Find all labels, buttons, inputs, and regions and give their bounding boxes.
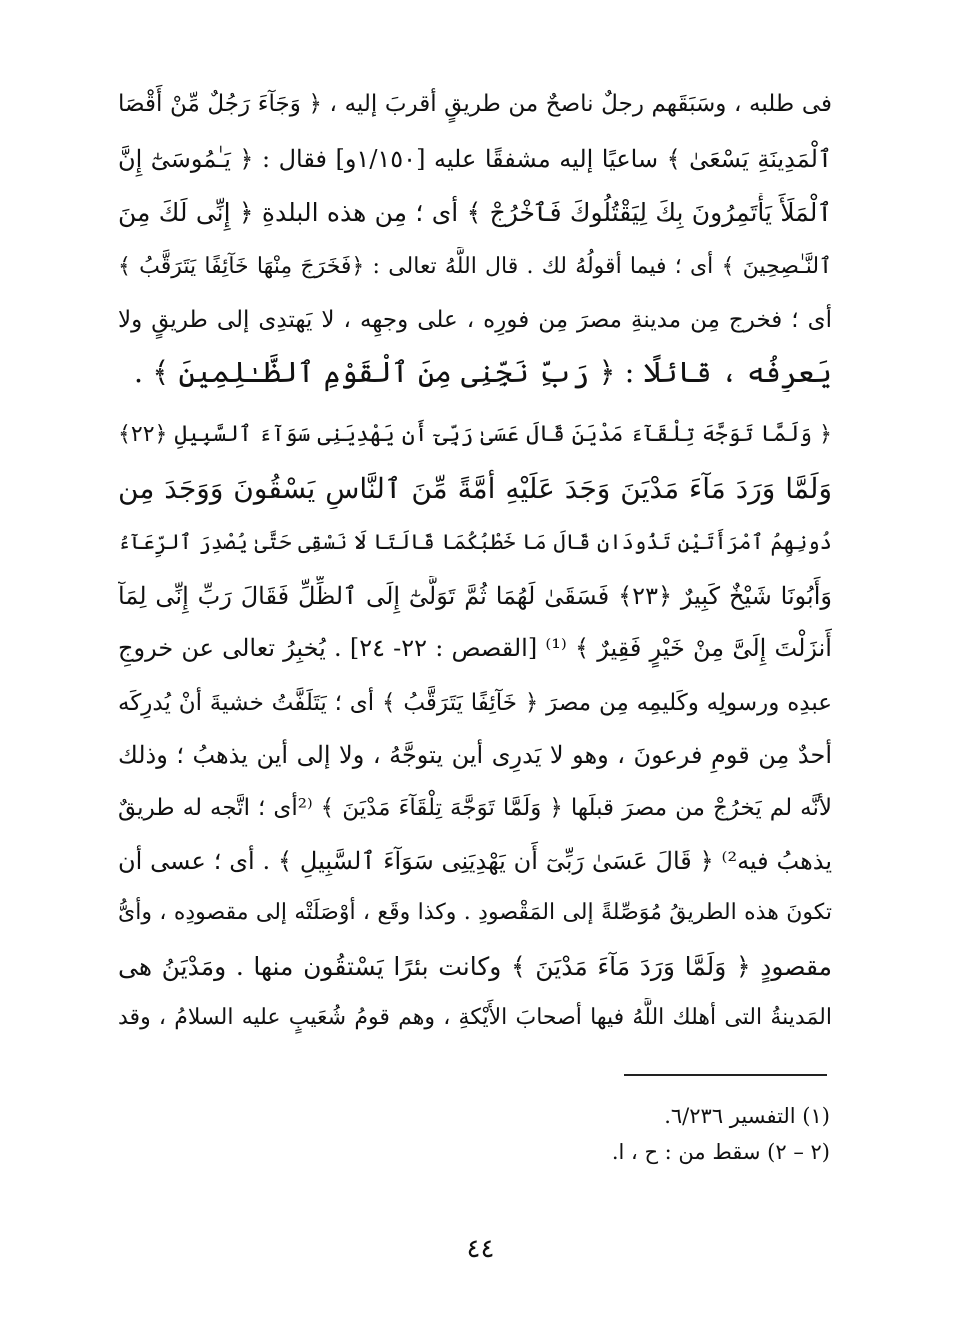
footnote-2: (٢ – ٢) سقط من : ح ، ا. xyxy=(611,1140,830,1164)
body-line-13: أحدٌ مِن قومِ فرعونَ ، وهو لا يَدرِى أين يتوجَّهُ ، ولا إلى أين يذهبُ ؛ وذلك xyxy=(118,741,832,769)
body-line-3: ٱلْمَلَأَ يَأْتَمِرُونَ بِكَ لِيَقْتُلُوكَ فَٱخْرُجْ ﴾ أى ؛ مِن هذه البلدةِ ﴿ إِنِّى لَكَ مِنَ xyxy=(118,198,832,227)
body-line-6: يَعرِفُه ، قائلًا : ﴿ رَبِّ نَجِّنِى مِنَ ٱلْقَوْمِ ٱلظَّـٰلِمِينَ ﴾ . xyxy=(133,355,832,389)
quran-line-4: وَأَبُونَا شَيْخٌ كَبِيرٌ ﴿٢٣﴾ فَسَقَىٰ لَهُمَا ثُمَّ تَوَلَّىٰٓ إِلَى ٱلظِّلِّ فَقَالَ رَبِّ إِنِّى لِمَآ xyxy=(118,582,832,610)
body-line-16: تكونَ هذه الطريقُ مُوَصِّلةً إلى المَقْصودِ . وكذا وقَع ، أوْصَلَتْه إلى مقصودِه ، وأىُّ xyxy=(118,900,832,925)
body-line-1: فى طلبه ، وسَبَقَهم رجلٌ ناصحٌ من طريقٍ أقربَ إليه ، ﴿ وَجَآءَ رَجُلٌ مِّنْ أَقْصَا xyxy=(118,91,832,117)
footnote-1: (١) التفسير ٦/٢٣٦. xyxy=(664,1104,830,1128)
body-line-4: ٱلنَّـٰصِحِينَ ﴾ أى ؛ فيما أقولُهُ لك . قال اللَّهُ تعالى : ﴿فَخَرَجَ مِنْهَا خَآئِفًا يَتَرَقَّبُ ﴾ xyxy=(118,254,832,279)
footnote-separator xyxy=(624,1074,827,1076)
body-line-12: عبدِه ورسولِه وكَليمِه مِن مصرَ ﴿ خَآئِفًا يَتَرَقَّبُ ﴾ أى ؛ يَتَلَفَّتُ خشيةَ أنْ يُدرِكَه xyxy=(118,690,832,716)
quran-line-1: ﴿ وَلَمَّا تَوَجَّهَ تِلْقَآءَ مَدْيَنَ قَالَ عَسَىٰ رَبِّىٓ أَن يَهْدِيَنِى سَوَآءَ ٱلسَّبِيلِ ﴿٢٢﴾ xyxy=(118,422,832,447)
quran-line-3: دُونِهِمُ ٱمْرَأَتَيْنِ تَذُودَانِ قَالَ مَا خَطْبُكُمَا قَالَتَا لَا نَسْقِى حَتَّىٰ يُصْدِرَ ٱلرِّعَآءُ xyxy=(118,530,832,554)
body-line-2: ٱلْمَدِينَةِ يَسْعَىٰ ﴾ ساعيًا إليه مشفقًا عليه [١/١٥٠و] فقال : ﴿ يَـٰمُوسَىٰٓ إِنَّ xyxy=(118,145,832,173)
body-line-18: المَدينةُ التى أهلك اللَّهُ فيها أصحابَ الأَيْكةِ ، وهم قومُ شُعَيبٍ عليه السلامُ ، وقد xyxy=(118,1005,832,1030)
body-line-14: لأنَّه لم يَخرُجْ من مصرَ قبلَها ﴿ وَلَمَّا تَوَجَّهَ تِلْقَآءَ مَدْيَنَ ﴾ ⁽²أى ؛ اتَّجه له طريقٌ xyxy=(118,795,832,821)
page-number: ٤٤ xyxy=(466,1234,495,1264)
body-line-11: أَنزَلْتَ إِلَىَّ مِنْ خَيْرٍ فَقِيرٌ ﴾ ⁽¹⁾ [القصص : ٢٢- ٢٤] . يُخبِرُ تعالى عن خروجِ xyxy=(118,634,832,662)
body-line-15: يذهبُ فيه²⁾ ﴿ قَالَ عَسَىٰ رَبِّىٓ أَن يَهْدِيَنِى سَوَآءَ ٱلسَّبِيلِ ﴾ . أى ؛ عسى أن xyxy=(118,847,832,875)
body-line-5: أى ؛ فخرج مِن مدينةِ مصرَ مِن فورِه ، على وجهِه ، لا يَهتدِى إلى طريقٍ ولا xyxy=(118,307,832,333)
body-line-17: مقصودٍ ﴿ وَلَمَّا وَرَدَ مَآءَ مَدْيَنَ ﴾ وكانت بئرًا يَسْتقُون منها . ومَدْيَنُ هى xyxy=(118,952,832,981)
quran-line-2: وَلَمَّا وَرَدَ مَآءَ مَدْيَنَ وَجَدَ عَلَيْهِ أُمَّةً مِّنَ ٱلنَّاسِ يَسْقُونَ وَوَجَدَ مِن xyxy=(118,472,832,505)
